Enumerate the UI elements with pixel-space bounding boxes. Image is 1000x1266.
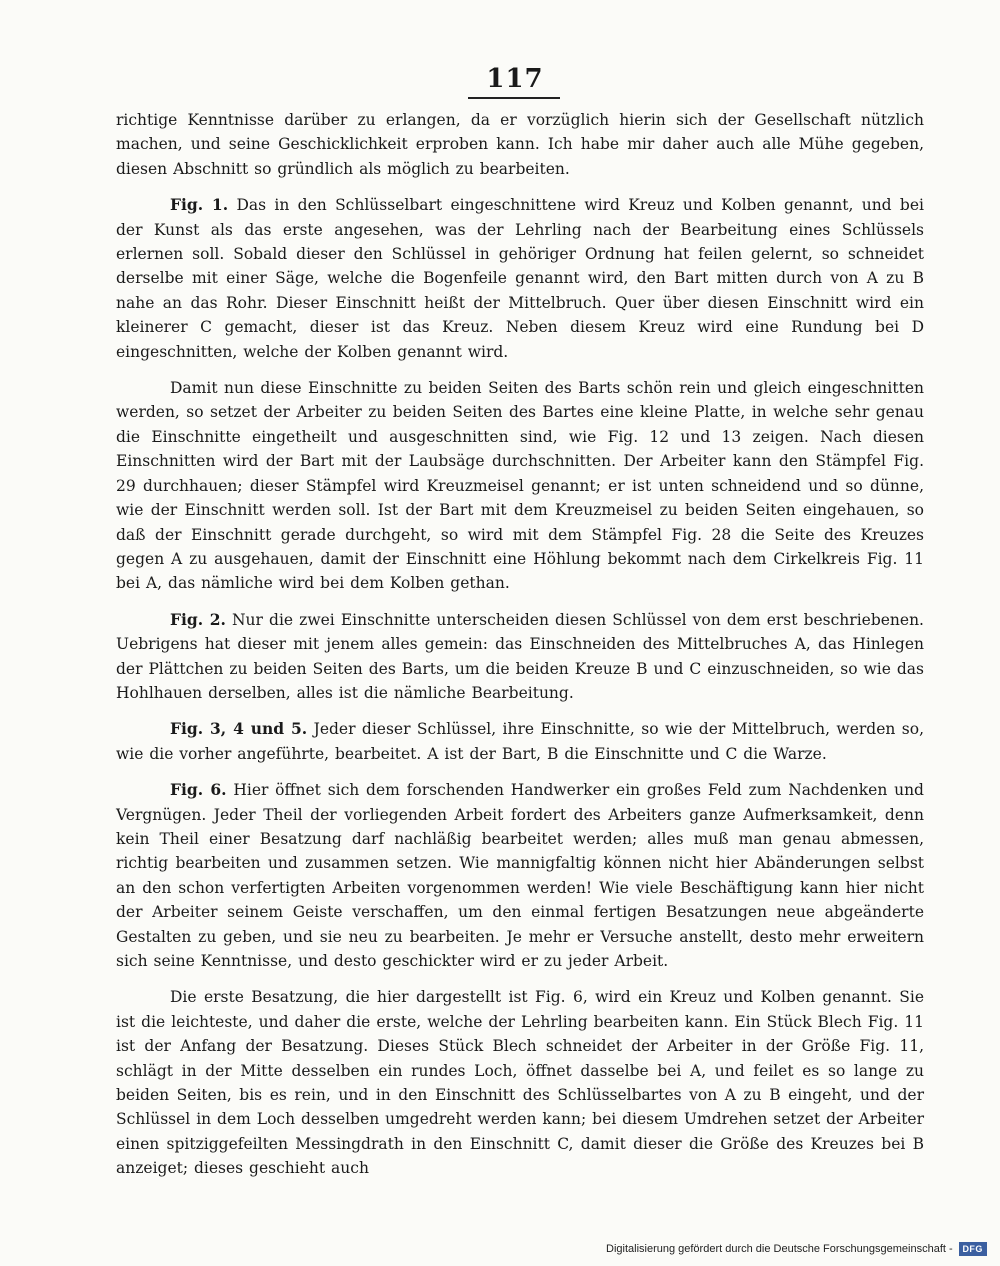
header-rule bbox=[468, 97, 560, 99]
fig-reference: Fig. 2. bbox=[170, 609, 226, 629]
paragraph-7-text: Die erste Besatzung, die hier dargestellt ist Fig. 6, wird ein Kreuz und Kolben genannt. Sie ist die leichteste, und daher die erste, welche der Lehrling bearbeiten kann. Ein Stück Blech Fig. 11 ist der Anfang der Besatzung. Dieses Stück Blech schneidet der Arbeiter in der Größe Fig. 11, schlägt in der Mitte desselben ein rundes Loch, öffnet dasselbe bei A, und feilet es so lange zu beiden Seiten, bis es rein, und in den Einschnitt des Schlüsselbartes von A zu B eingeht, und der Schlüssel in dem Loch desselben umgedreht werden kann; bei diesem Umdrehen setzet der Arbeiter einen spitziggefeilten Messingdrath in den Einschnitt C, damit dieser die Größe des Kreuzes bei B anzeiget; dieses geschieht auch bbox=[116, 988, 925, 1178]
fig-reference: Fig. 1. bbox=[170, 195, 229, 215]
paragraph-1 bbox=[116, 108, 924, 181]
paragraph-2-text: Das in den Schlüsselbart eingeschnittene wird Kreuz und Kolben genannt, und bei der Kunst als das erste angesehen, was der Lehrling nach der Bearbeitung eines Schlüssels erlernen soll. Sobald dieser den Schlüssel in gehöriger Ordnung hat feilen gelernt, so schneidet derselbe mit einer Säge, welche die Bogenfeile genannt wird, den Bart mitten durch von A zu B nahe an das Rohr. Dieser Einschnitt heißt der Mittelbruch. Quer über diesen Einschnitt wird ein kleinerer C gemacht, dieser ist das Kreuz. Neben diesem Kreuz wird eine Rundung bei D eingeschnitten, welche der Kolben genannt wird. bbox=[116, 196, 924, 361]
paragraph-3 bbox=[116, 376, 924, 596]
footer-text: Digitalisierung gefördert durch die Deutsche Forschungsgemeinschaft - bbox=[606, 1243, 953, 1255]
paragraph-4-text: Nur die zwei Einschnitte unterscheiden diesen Schlüssel von dem erst beschriebenen. Uebrigens hat dieser mit jenem alles gemein: das Einschneiden des Mittelbruches A, das Hinlegen der Plättchen zu beiden Seiten des Barts, um die beiden Kreuze B und C einzuschneiden, so wie das Hohlhauen derselben, alles ist die nämliche Bearbeitung. bbox=[116, 610, 924, 702]
paragraph-3-text: Damit nun diese Einschnitte zu beiden Seiten des Barts schön rein und gleich eingeschnitten werden, so setzet der Arbeiter zu beiden Seiten des Bartes eine kleine Platte, in welche sehr genau die Einschnitte eingetheilt und ausgeschnitten sind, wie Fig. 12 und 13 zeigen. Nach diesen Einschnitten wird der Bart mit der Laubsäge durchschnitten. Der Arbeiter kann den Stämpfel Fig. 29 durchhauen; dieser Stämpfel wird Kreuzmeisel genannt; er ist unten schneidend und so dünne, wie der Einschnitt werden soll. Ist der Bart mit dem Kreuzmeisel zu beiden Seiten eingehauen, so daß der Einschnitt gerade durchgeht, so wird mit dem Stämpfel Fig. 28 die Seite des Kreuzes gegen A zu ausgehauen, damit der Einschnitt eine Höhlung bekommt nach dem Cirkelkreis Fig. 11 bei A, das nämliche wird bei dem Kolben gethan. bbox=[116, 379, 924, 593]
fig-reference: Fig. 3, 4 und 5. bbox=[170, 719, 308, 739]
paragraph-6-text: Hier öffnet sich dem forschenden Handwerker ein großes Feld zum Nachdenken und Vergnügen. Jeder Theil der vorliegenden Arbeit fordert des Arbeiters ganze Aufmerksamkeit, denn kein Theil einer Besatzung darf nachläßig bearbeitet werden; alles muß man genau abmessen, richtig bearbeiten und zusammen setzen. Wie mannigfaltig können nicht hier Abänderungen selbst an den schon verfertigten Arbeiten vorgenommen werden! Wie viele Beschäftigung kann hier nicht der Arbeiter seinem Geiste verschaffen, um den einmal fertigen Besatzungen neue abgeänderte Gestalten zu geben, und sie neu zu bearbeiten. Je mehr er Versuche anstellt, desto mehr erweitern sich seine Kenntnisse, und desto geschickter wird er zu jeder Arbeit. bbox=[116, 781, 924, 970]
paragraph-5-text: Jeder dieser Schlüssel, ihre Einschnitte, so wie der Mittelbruch, werden so, wie die vorher angeführte, bearbeitet. A ist der Bart, B die Einschnitte und C die Warze. bbox=[116, 720, 924, 763]
paragraph-7 bbox=[116, 985, 924, 1180]
paragraph-2 bbox=[116, 193, 924, 364]
page-number: 117 bbox=[486, 64, 544, 94]
footer-credit bbox=[606, 1241, 987, 1257]
body-text bbox=[116, 108, 924, 1193]
paragraph-5 bbox=[116, 717, 924, 766]
dfg-logo: DFG bbox=[959, 1242, 987, 1256]
paragraph-1-text: richtige Kenntnisse darüber zu erlangen, da er vorzüglich hierin sich der Gesellschaft nützlich machen, und seine Geschicklichkeit erproben kann. Ich habe mir daher auch alle Mühe gegeben, diesen Abschnitt so gründlich als möglich zu bearbeiten. bbox=[116, 111, 924, 178]
paragraph-4 bbox=[116, 608, 924, 706]
paragraph-6 bbox=[116, 778, 924, 973]
fig-reference: Fig. 6. bbox=[170, 780, 227, 800]
